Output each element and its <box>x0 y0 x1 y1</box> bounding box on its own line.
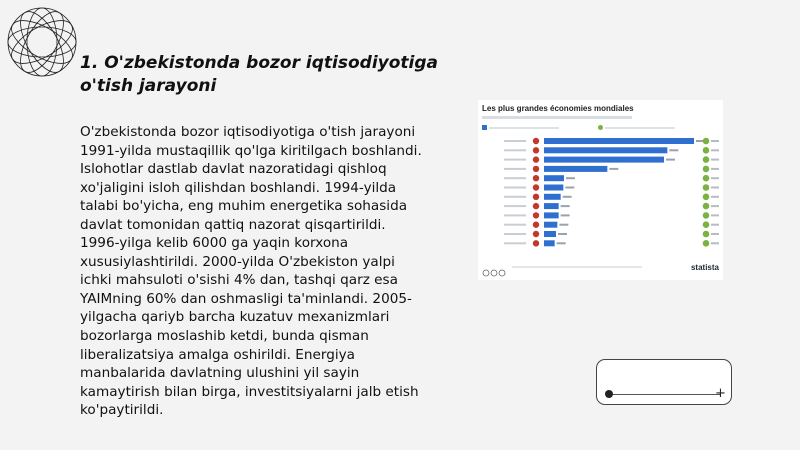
chart-bar <box>544 175 564 181</box>
growth-value-label <box>711 187 719 189</box>
legend-growth <box>598 125 675 133</box>
growth-value-label <box>711 177 719 179</box>
country-label <box>504 196 526 198</box>
growth-marker <box>703 194 710 201</box>
country-flag-icon <box>533 194 539 200</box>
country-label <box>504 233 526 235</box>
country-flag-icon <box>533 184 539 190</box>
chart-subtitle-illegible <box>482 116 632 119</box>
chart-bar <box>544 166 607 172</box>
chart-bar <box>544 222 557 228</box>
country-label <box>504 224 526 226</box>
media-progress-track[interactable] <box>609 394 721 395</box>
growth-value-label <box>711 233 719 235</box>
bar-value-label <box>669 149 678 151</box>
chart-bar <box>544 157 664 163</box>
country-label <box>504 214 526 216</box>
chart-title: Les plus grandes économies mondiales <box>482 104 634 113</box>
country-flag-icon <box>533 222 539 228</box>
growth-marker <box>703 212 710 219</box>
country-label <box>504 159 526 161</box>
decorative-rosette-ornament <box>4 4 80 80</box>
bar-value-label <box>558 233 567 235</box>
add-icon[interactable]: + <box>715 386 726 401</box>
country-flag-icon <box>533 212 539 218</box>
country-flag-icon <box>533 156 539 162</box>
growth-value-label <box>711 168 719 170</box>
bar-value-label <box>666 159 675 161</box>
growth-marker <box>703 175 710 182</box>
chart-bar <box>544 240 555 246</box>
growth-value-label <box>711 214 719 216</box>
bar-value-label <box>565 187 574 189</box>
country-flag-icon <box>533 240 539 246</box>
growth-value-label <box>711 224 719 226</box>
bar-value-label <box>563 196 572 198</box>
chart-bar <box>544 231 556 237</box>
country-label <box>504 242 526 244</box>
legend-swatch-growth <box>598 125 603 130</box>
chart-bar <box>544 194 561 200</box>
media-progress-knob[interactable] <box>605 390 613 398</box>
bar-value-label <box>566 177 575 179</box>
growth-marker <box>703 221 710 228</box>
country-flag-icon <box>533 147 539 153</box>
growth-value-label <box>711 205 719 207</box>
country-flag-icon <box>533 166 539 172</box>
growth-value-label <box>711 149 719 151</box>
growth-marker <box>703 166 710 173</box>
legend-swatch-gdp <box>482 125 487 130</box>
legend-gdp <box>482 125 559 133</box>
slide-title: 1. O'zbekistonda bozor iqtisodiyotiga o'tish jarayoni <box>80 53 438 96</box>
growth-marker <box>703 240 710 247</box>
bar-value-label <box>557 242 566 244</box>
chart-source-illegible <box>512 266 642 268</box>
chart-bar <box>544 203 559 209</box>
country-flag-icon <box>533 203 539 209</box>
country-flag-icon <box>533 138 539 144</box>
growth-marker <box>703 156 710 163</box>
license-icons <box>482 262 508 281</box>
growth-marker <box>703 184 710 191</box>
country-flag-icon <box>533 231 539 237</box>
growth-marker <box>703 231 710 238</box>
growth-marker <box>703 138 710 145</box>
media-player-controls[interactable] <box>596 359 732 405</box>
country-label <box>504 187 526 189</box>
chart-bar <box>544 138 694 144</box>
bar-value-label <box>561 205 570 207</box>
chart-bar <box>544 212 559 218</box>
bar-value-label <box>609 168 618 170</box>
chart-bar <box>544 185 563 191</box>
growth-value-label <box>711 140 719 142</box>
bar-value-label <box>559 224 568 226</box>
growth-marker <box>703 147 710 154</box>
growth-value-label <box>711 159 719 161</box>
statista-logo: statista <box>690 263 719 272</box>
chart-bar <box>544 147 667 153</box>
country-flag-icon <box>533 175 539 181</box>
country-label <box>504 140 526 142</box>
country-label <box>504 205 526 207</box>
growth-value-label <box>711 242 719 244</box>
growth-value-label <box>711 196 719 198</box>
country-label <box>504 149 526 151</box>
embedded-statista-chart-image <box>478 100 723 280</box>
slide-body-text: O'zbekistonda bozor iqtisodiyotiga o'tish jarayoni 1991-yilda mustaqillik qo'lga kiritilgach boshlandi. Islohotlar dastlab davlat nazoratidagi qishloq xo'jaligini isloh qilishdan boshlandi. 1994-yilda talabi bo'yicha, eng muhim energetika sohasida davlat tomonidan qattiq nazorat qisqartirildi. 1996-yilga kelib 6000 ga yaqin korxona xususiylashtirildi. 2000-yilda O'zbekiston yalpi ichki mahsuloti o'sishi 4% dan, tashqi qarz esa YAIMning 60% dan oshmasligi ta'minlandi. 2005-yilgacha qariyb barcha kuzatuv mexanizmlari bozorlarga moslashib ketdi, bunda qisman liberalizatsiya amalga oshirildi. Energiya manbalarida davlatning ulushini yil sayin kamaytirish bilan birga, investitsiyalarni jalb etish ko'paytirildi. <box>80 124 422 419</box>
bar-value-label <box>561 214 570 216</box>
growth-marker <box>703 203 710 210</box>
bar-chart <box>478 136 723 260</box>
country-label <box>504 168 526 170</box>
country-label <box>504 177 526 179</box>
